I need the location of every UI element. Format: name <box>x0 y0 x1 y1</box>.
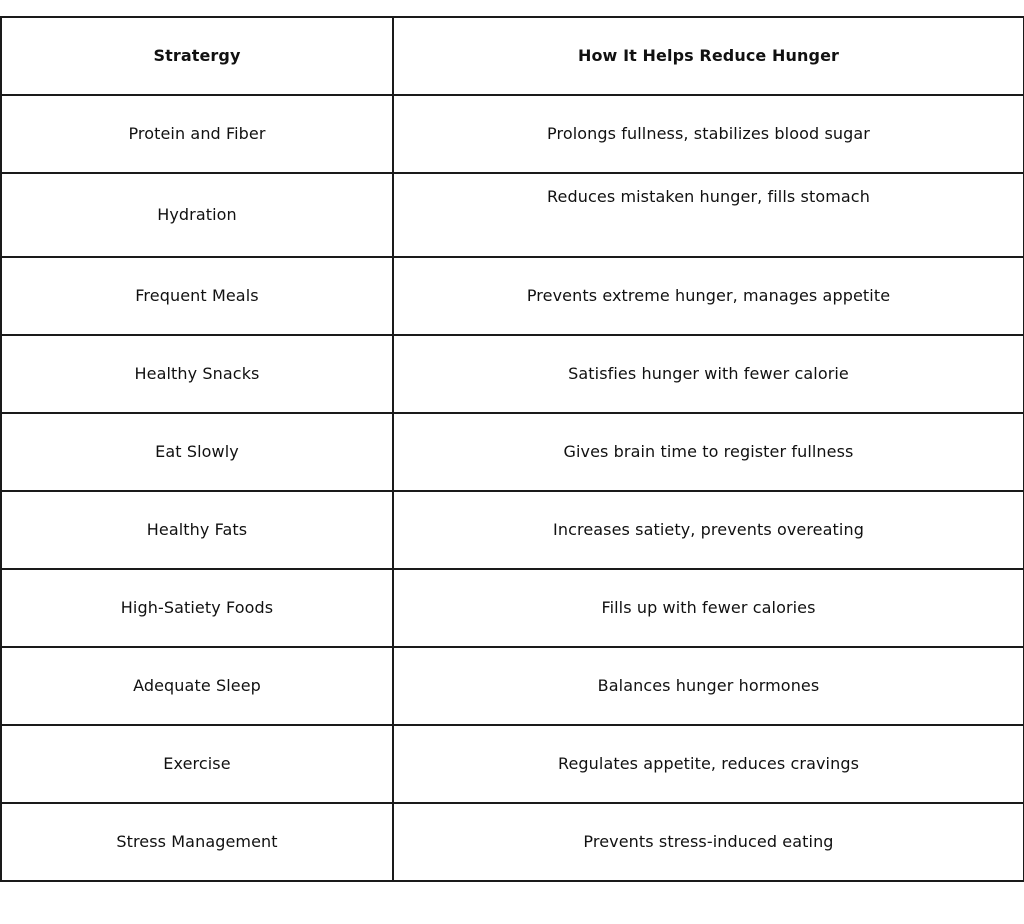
benefit-cell: Fills up with fewer calories <box>393 569 1024 647</box>
strategy-cell: Healthy Snacks <box>1 335 393 413</box>
table-row <box>1 803 1024 881</box>
benefit-cell: Gives brain time to register fullness <box>393 413 1024 491</box>
table-row <box>1 257 1024 335</box>
table-row <box>1 647 1024 725</box>
strategy-cell: Healthy Fats <box>1 491 393 569</box>
table-row <box>1 413 1024 491</box>
strategy-cell: Eat Slowly <box>1 413 393 491</box>
table-header-row <box>1 17 1024 95</box>
table-row <box>1 173 1024 257</box>
table-row <box>1 335 1024 413</box>
strategy-cell: Hydration <box>1 173 393 257</box>
table-row <box>1 725 1024 803</box>
column-header-how-it-helps: How It Helps Reduce Hunger <box>393 17 1024 95</box>
benefit-cell: Reduces mistaken hunger, fills stomach <box>393 173 1024 257</box>
benefit-cell: Satisfies hunger with fewer calorie <box>393 335 1024 413</box>
benefit-cell: Balances hunger hormones <box>393 647 1024 725</box>
column-header-strategy: Stratergy <box>1 17 393 95</box>
strategy-cell: Stress Management <box>1 803 393 881</box>
benefit-cell: Prevents extreme hunger, manages appetite <box>393 257 1024 335</box>
strategy-cell: Exercise <box>1 725 393 803</box>
benefit-cell: Prevents stress-induced eating <box>393 803 1024 881</box>
strategy-table-container <box>0 16 1023 882</box>
strategy-cell: Adequate Sleep <box>1 647 393 725</box>
benefit-cell: Prolongs fullness, stabilizes blood sugar <box>393 95 1024 173</box>
strategy-cell: Frequent Meals <box>1 257 393 335</box>
strategy-cell: High-Satiety Foods <box>1 569 393 647</box>
table-row <box>1 95 1024 173</box>
benefit-cell: Regulates appetite, reduces cravings <box>393 725 1024 803</box>
hunger-strategy-table <box>0 16 1024 882</box>
strategy-cell: Protein and Fiber <box>1 95 393 173</box>
table-row <box>1 491 1024 569</box>
benefit-cell: Increases satiety, prevents overeating <box>393 491 1024 569</box>
table-row <box>1 569 1024 647</box>
